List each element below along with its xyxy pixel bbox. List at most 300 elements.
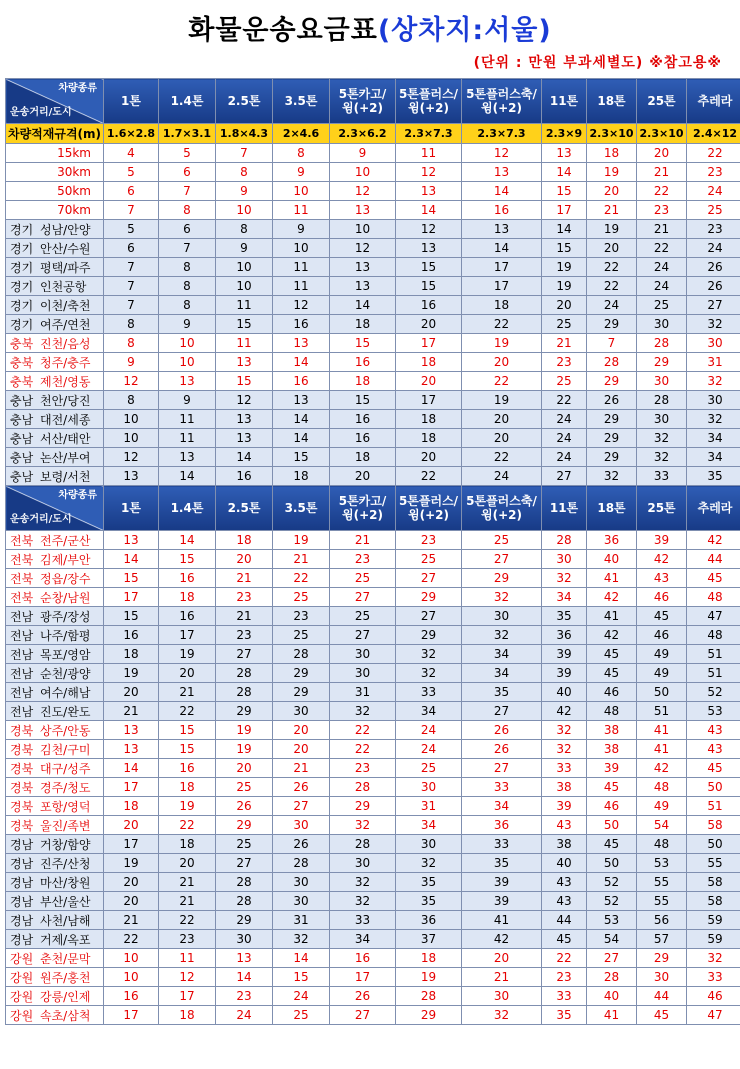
price-cell: 13 (396, 239, 462, 258)
price-cell: 24 (637, 277, 687, 296)
header-row (6, 486, 740, 531)
place-label: 순천/광양 (40, 666, 91, 681)
price-cell: 8 (273, 144, 330, 163)
price-cell: 12 (104, 448, 159, 467)
column-header: 5톤플러스축/ 윙(+2) (462, 79, 542, 124)
price-cell: 36 (587, 531, 637, 550)
region-label: 경기 (10, 317, 34, 332)
price-cell: 12 (104, 372, 159, 391)
price-cell: 27 (462, 550, 542, 569)
price-cell: 50 (687, 778, 740, 797)
table-row (6, 873, 740, 892)
price-cell: 16 (396, 296, 462, 315)
price-cell: 9 (216, 182, 273, 201)
region-label: 전남 (10, 666, 34, 681)
price-cell: 13 (273, 334, 330, 353)
price-cell: 15 (273, 968, 330, 987)
price-cell: 55 (637, 892, 687, 911)
price-cell: 19 (104, 854, 159, 873)
place-label: 원주/홍천 (40, 970, 91, 985)
price-cell: 20 (216, 550, 273, 569)
route-cell (6, 607, 104, 626)
price-cell: 33 (462, 778, 542, 797)
price-cell: 16 (216, 467, 273, 486)
price-cell: 13 (216, 410, 273, 429)
price-cell: 53 (687, 702, 740, 721)
price-cell: 19 (104, 664, 159, 683)
price-cell: 11 (216, 296, 273, 315)
price-cell: 32 (542, 740, 587, 759)
price-cell: 16 (273, 315, 330, 334)
price-cell: 30 (687, 334, 740, 353)
price-cell: 29 (462, 569, 542, 588)
price-cell: 13 (104, 531, 159, 550)
route-cell (6, 372, 104, 391)
price-cell: 26 (587, 391, 637, 410)
price-cell: 17 (104, 835, 159, 854)
table-row (6, 296, 740, 315)
table-row (6, 239, 740, 258)
price-cell: 30 (637, 968, 687, 987)
price-cell: 22 (396, 467, 462, 486)
price-cell: 23 (216, 626, 273, 645)
price-cell: 34 (462, 645, 542, 664)
price-cell: 10 (330, 163, 396, 182)
region-label: 충남 (10, 469, 34, 484)
price-cell: 18 (216, 531, 273, 550)
price-cell: 14 (273, 410, 330, 429)
price-cell: 21 (159, 892, 216, 911)
table-row (6, 429, 740, 448)
price-cell: 18 (396, 429, 462, 448)
price-cell: 43 (542, 873, 587, 892)
price-cell: 53 (587, 911, 637, 930)
price-cell: 26 (462, 721, 542, 740)
page-title (0, 8, 740, 47)
price-cell: 32 (542, 721, 587, 740)
column-header: 2.5톤 (216, 486, 273, 531)
price-cell: 11 (273, 258, 330, 277)
table-row (6, 721, 740, 740)
price-cell: 13 (159, 372, 216, 391)
region-label: 강원 (10, 951, 34, 966)
price-cell: 22 (637, 239, 687, 258)
column-header: 2.5톤 (216, 79, 273, 124)
price-cell: 32 (330, 892, 396, 911)
price-cell: 24 (396, 721, 462, 740)
price-cell: 12 (462, 144, 542, 163)
price-cell: 10 (159, 334, 216, 353)
price-cell: 9 (159, 315, 216, 334)
price-cell: 26 (216, 797, 273, 816)
price-cell: 18 (462, 296, 542, 315)
price-cell: 25 (273, 1006, 330, 1025)
price-cell: 34 (330, 930, 396, 949)
spec-value: 1.8×4.3 (216, 124, 273, 144)
price-cell: 16 (330, 410, 396, 429)
title-main: 화물운송요금표 (188, 15, 378, 46)
table-row (6, 778, 740, 797)
price-cell: 41 (637, 721, 687, 740)
route-cell (6, 429, 104, 448)
price-cell: 6 (159, 163, 216, 182)
table-row (6, 797, 740, 816)
price-cell: 51 (687, 664, 740, 683)
price-cell: 48 (687, 626, 740, 645)
price-cell: 5 (159, 144, 216, 163)
route-cell (6, 664, 104, 683)
price-cell: 21 (542, 334, 587, 353)
price-cell: 9 (159, 391, 216, 410)
price-cell: 39 (542, 797, 587, 816)
region-label: 충북 (10, 336, 34, 351)
price-cell: 15 (216, 372, 273, 391)
column-header: 1.4톤 (159, 79, 216, 124)
price-cell: 28 (542, 531, 587, 550)
table-row (6, 588, 740, 607)
price-cell: 19 (159, 797, 216, 816)
price-cell: 32 (542, 569, 587, 588)
region-label: 전남 (10, 647, 34, 662)
price-cell: 48 (687, 588, 740, 607)
price-cell: 25 (273, 626, 330, 645)
route-cell (6, 258, 104, 277)
route-cell (6, 892, 104, 911)
price-cell: 23 (542, 353, 587, 372)
price-cell: 42 (637, 550, 687, 569)
table-row (6, 550, 740, 569)
price-cell: 23 (687, 220, 740, 239)
price-cell: 45 (587, 645, 637, 664)
table-row (6, 182, 740, 201)
column-header: 25톤 (637, 79, 687, 124)
price-cell: 29 (273, 683, 330, 702)
price-cell: 13 (462, 220, 542, 239)
price-cell: 35 (396, 892, 462, 911)
price-cell: 27 (687, 296, 740, 315)
price-cell: 45 (587, 778, 637, 797)
price-cell: 30 (637, 372, 687, 391)
price-cell: 17 (396, 334, 462, 353)
price-cell: 7 (104, 296, 159, 315)
price-cell: 42 (587, 626, 637, 645)
table-row (6, 607, 740, 626)
price-cell: 48 (587, 702, 637, 721)
price-cell: 35 (462, 854, 542, 873)
price-cell: 32 (687, 410, 740, 429)
price-cell: 10 (216, 277, 273, 296)
price-cell: 32 (330, 873, 396, 892)
price-cell: 36 (396, 911, 462, 930)
price-cell: 10 (273, 182, 330, 201)
price-cell: 13 (396, 182, 462, 201)
price-cell: 9 (330, 144, 396, 163)
route-cell (6, 968, 104, 987)
table-row (6, 987, 740, 1006)
price-cell: 39 (542, 664, 587, 683)
price-cell: 11 (216, 334, 273, 353)
price-cell: 45 (587, 664, 637, 683)
route-cell (6, 930, 104, 949)
price-cell: 23 (330, 759, 396, 778)
price-cell: 20 (462, 949, 542, 968)
price-cell: 12 (273, 296, 330, 315)
price-cell: 14 (216, 968, 273, 987)
price-cell: 34 (687, 429, 740, 448)
price-cell: 34 (396, 816, 462, 835)
place-label: 대구/성주 (40, 761, 91, 776)
spec-value: 2.3×7.3 (462, 124, 542, 144)
price-cell: 17 (104, 778, 159, 797)
region-label: 경남 (10, 932, 34, 947)
price-cell: 18 (396, 949, 462, 968)
table-row (6, 353, 740, 372)
place-label: 성남/안양 (40, 222, 91, 237)
route-cell (6, 702, 104, 721)
price-cell: 5 (104, 220, 159, 239)
price-cell: 24 (587, 296, 637, 315)
price-cell: 13 (330, 258, 396, 277)
table-row (6, 949, 740, 968)
price-cell: 14 (104, 759, 159, 778)
route-cell (6, 645, 104, 664)
price-cell: 28 (587, 968, 637, 987)
price-cell: 35 (687, 467, 740, 486)
table-row (6, 569, 740, 588)
price-cell: 32 (462, 1006, 542, 1025)
place-label: 포항/영덕 (40, 799, 91, 814)
price-cell: 22 (542, 949, 587, 968)
route-cell (6, 334, 104, 353)
table-row (6, 334, 740, 353)
price-cell: 29 (587, 315, 637, 334)
place-label: 김천/구미 (40, 742, 91, 757)
price-cell: 26 (462, 740, 542, 759)
price-cell: 18 (159, 1006, 216, 1025)
price-cell: 18 (396, 410, 462, 429)
price-cell: 45 (587, 835, 637, 854)
corner-top-label: 차량종류 (58, 490, 97, 501)
region-label: 충남 (10, 431, 34, 446)
spec-value: 2.3×9 (542, 124, 587, 144)
price-cell: 42 (687, 531, 740, 550)
price-cell: 43 (542, 816, 587, 835)
region-label: 경기 (10, 260, 34, 275)
spec-value: 1.7×3.1 (159, 124, 216, 144)
price-cell: 21 (462, 968, 542, 987)
price-cell: 20 (216, 759, 273, 778)
place-label: 전주/군산 (40, 533, 91, 548)
price-cell: 42 (637, 759, 687, 778)
price-cell: 19 (216, 721, 273, 740)
unit-note: (단위 : 만원 부과세별도) ※참고용※ (473, 55, 722, 71)
column-header: 5톤플러스/ 윙(+2) (396, 486, 462, 531)
price-cell: 32 (273, 930, 330, 949)
price-cell: 25 (687, 201, 740, 220)
price-cell: 14 (462, 239, 542, 258)
price-cell: 28 (587, 353, 637, 372)
column-header: 11톤 (542, 79, 587, 124)
region-label: 경북 (10, 799, 34, 814)
column-header: 3.5톤 (273, 486, 330, 531)
column-header: 1.4톤 (159, 486, 216, 531)
price-cell: 54 (587, 930, 637, 949)
place-label: 경주/청도 (40, 780, 91, 795)
price-cell: 18 (273, 467, 330, 486)
region-label: 강원 (10, 1008, 34, 1023)
price-cell: 39 (462, 873, 542, 892)
route-cell (6, 797, 104, 816)
freight-rate-table (5, 78, 740, 1025)
price-cell: 26 (687, 258, 740, 277)
price-cell: 39 (637, 531, 687, 550)
price-cell: 57 (637, 930, 687, 949)
price-cell: 20 (637, 144, 687, 163)
price-cell: 43 (542, 892, 587, 911)
table-row (6, 759, 740, 778)
price-cell: 20 (396, 448, 462, 467)
price-cell: 39 (462, 892, 542, 911)
price-cell: 44 (542, 911, 587, 930)
price-cell: 27 (396, 607, 462, 626)
price-cell: 52 (587, 873, 637, 892)
region-label: 경북 (10, 742, 34, 757)
price-cell: 29 (637, 949, 687, 968)
price-cell: 17 (462, 277, 542, 296)
price-cell: 51 (687, 797, 740, 816)
price-cell: 35 (542, 1006, 587, 1025)
route-cell (6, 569, 104, 588)
price-cell: 14 (159, 531, 216, 550)
spec-value: 2.3×6.2 (330, 124, 396, 144)
price-cell: 30 (687, 391, 740, 410)
price-cell: 27 (396, 569, 462, 588)
place-label: 평택/파주 (40, 260, 91, 275)
price-cell: 8 (159, 201, 216, 220)
price-cell: 16 (273, 372, 330, 391)
price-cell: 14 (542, 220, 587, 239)
price-cell: 52 (587, 892, 637, 911)
price-cell: 9 (273, 220, 330, 239)
price-cell: 16 (159, 759, 216, 778)
price-cell: 42 (462, 930, 542, 949)
price-cell: 26 (273, 778, 330, 797)
price-cell: 29 (587, 429, 637, 448)
price-cell: 41 (587, 607, 637, 626)
price-cell: 27 (330, 1006, 396, 1025)
price-cell: 41 (587, 569, 637, 588)
price-cell: 46 (687, 987, 740, 1006)
price-cell: 16 (330, 429, 396, 448)
price-cell: 32 (687, 372, 740, 391)
price-cell: 11 (396, 144, 462, 163)
price-cell: 27 (330, 626, 396, 645)
region-label: 경기 (10, 222, 34, 237)
price-cell: 44 (637, 987, 687, 1006)
price-cell: 20 (587, 182, 637, 201)
price-cell: 21 (104, 911, 159, 930)
price-cell: 6 (104, 239, 159, 258)
price-cell: 18 (159, 835, 216, 854)
price-cell: 20 (273, 740, 330, 759)
price-cell: 24 (462, 467, 542, 486)
price-cell: 7 (159, 182, 216, 201)
route-cell (6, 816, 104, 835)
price-cell: 39 (542, 645, 587, 664)
price-cell: 8 (216, 220, 273, 239)
price-cell: 16 (104, 626, 159, 645)
price-cell: 9 (216, 239, 273, 258)
price-cell: 24 (637, 258, 687, 277)
price-cell: 49 (637, 645, 687, 664)
price-cell: 16 (330, 949, 396, 968)
region-label: 전북 (10, 533, 34, 548)
table-row (6, 664, 740, 683)
price-cell: 34 (462, 797, 542, 816)
price-cell: 24 (542, 410, 587, 429)
price-cell: 51 (687, 645, 740, 664)
price-cell: 12 (396, 163, 462, 182)
price-cell: 22 (159, 702, 216, 721)
price-cell: 30 (330, 664, 396, 683)
price-cell: 45 (687, 569, 740, 588)
price-cell: 42 (542, 702, 587, 721)
price-cell: 32 (637, 429, 687, 448)
price-cell: 22 (330, 721, 396, 740)
price-cell: 35 (396, 873, 462, 892)
price-cell: 19 (542, 258, 587, 277)
price-cell: 18 (104, 797, 159, 816)
price-cell: 15 (159, 550, 216, 569)
place-label: 상주/안동 (40, 723, 91, 738)
price-cell: 11 (159, 429, 216, 448)
price-cell: 38 (542, 835, 587, 854)
price-cell: 32 (687, 949, 740, 968)
price-cell: 21 (159, 873, 216, 892)
price-cell: 43 (687, 740, 740, 759)
price-cell: 30 (462, 607, 542, 626)
price-cell: 10 (159, 353, 216, 372)
price-cell: 19 (159, 645, 216, 664)
price-cell: 30 (637, 315, 687, 334)
spec-value: 2.3×10 (587, 124, 637, 144)
price-cell: 10 (104, 949, 159, 968)
price-cell: 45 (637, 607, 687, 626)
price-cell: 15 (542, 239, 587, 258)
price-cell: 30 (273, 873, 330, 892)
route-cell (6, 163, 104, 182)
price-cell: 20 (462, 353, 542, 372)
price-cell: 30 (542, 550, 587, 569)
price-cell: 28 (216, 873, 273, 892)
price-cell: 22 (462, 372, 542, 391)
place-label: 부산/울산 (40, 894, 91, 909)
price-cell: 41 (637, 740, 687, 759)
price-cell: 11 (159, 410, 216, 429)
table-row (6, 683, 740, 702)
place-label: 목포/영암 (40, 647, 91, 662)
price-cell: 26 (330, 987, 396, 1006)
price-cell: 19 (587, 163, 637, 182)
price-cell: 29 (396, 626, 462, 645)
price-cell: 14 (396, 201, 462, 220)
price-cell: 20 (462, 410, 542, 429)
price-cell: 31 (330, 683, 396, 702)
price-cell: 23 (396, 531, 462, 550)
price-cell: 21 (637, 220, 687, 239)
route-cell (6, 683, 104, 702)
price-cell: 45 (687, 759, 740, 778)
